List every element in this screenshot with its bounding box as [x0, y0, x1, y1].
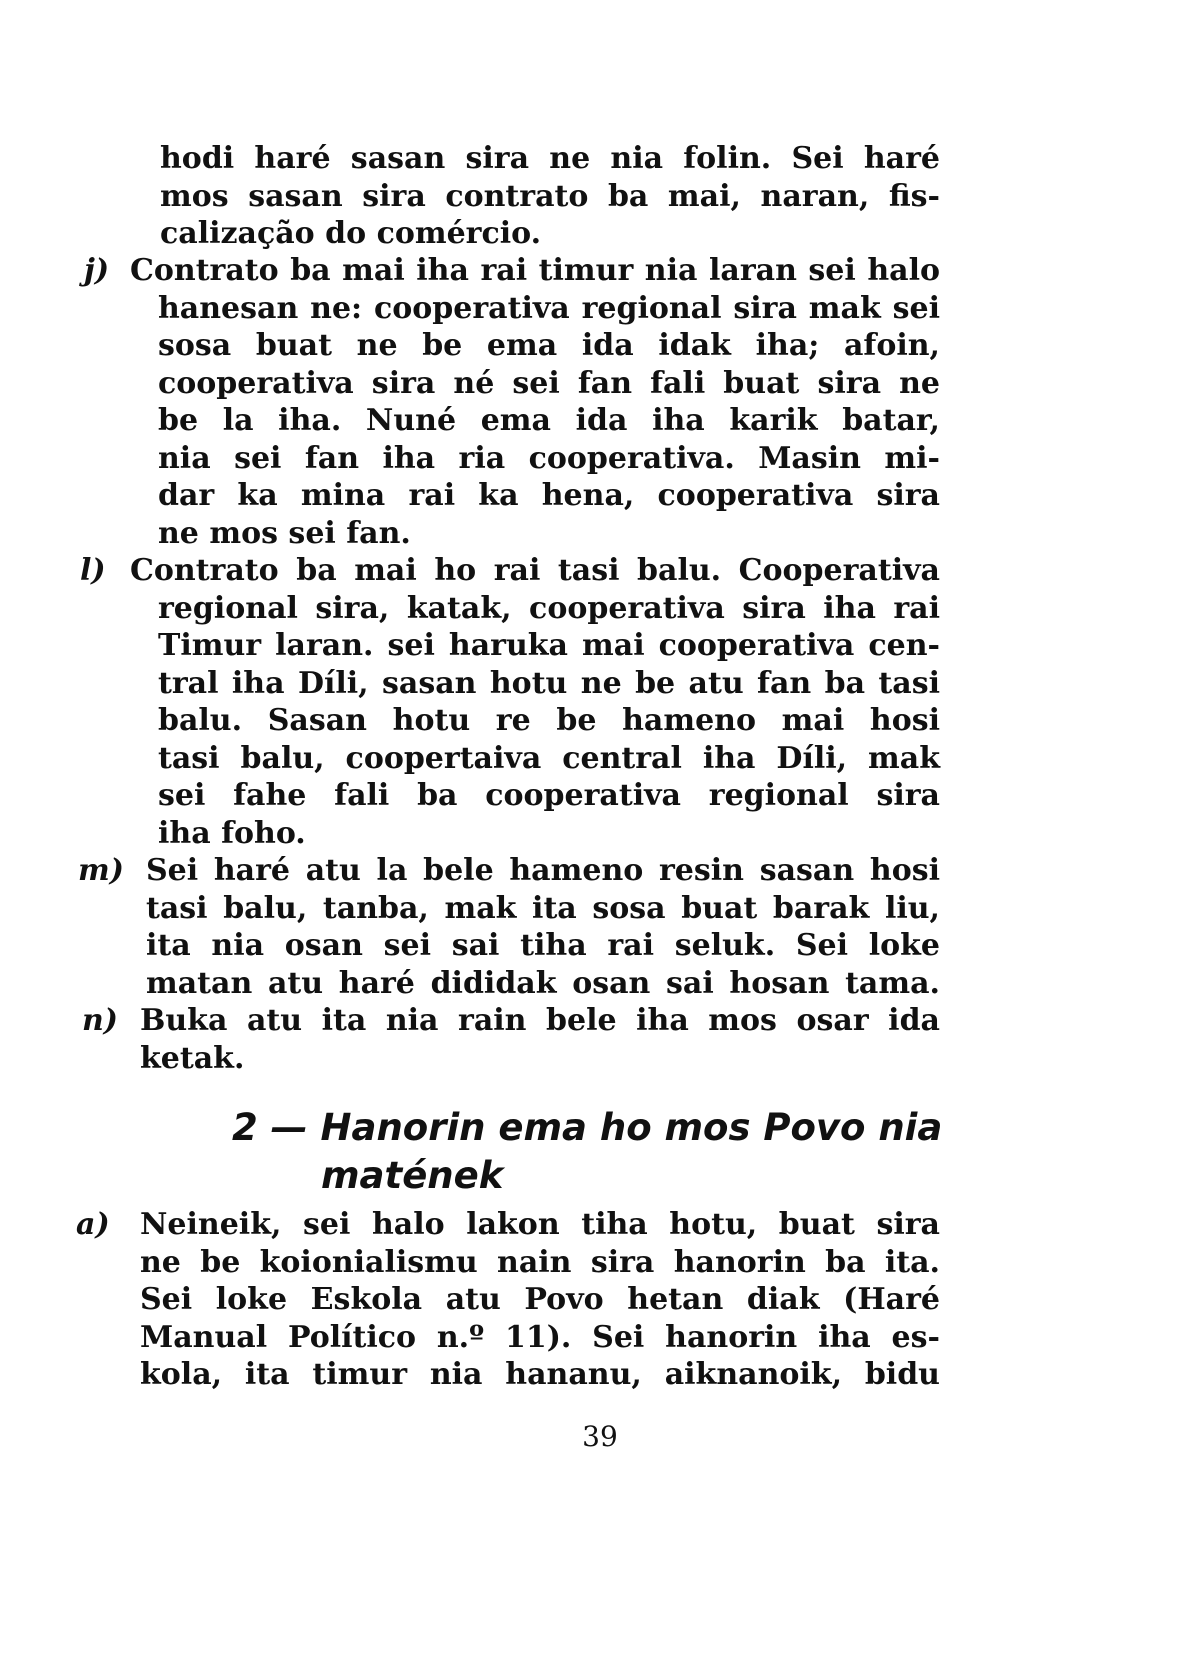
item-l-paragraph — [130, 552, 940, 852]
text-line: ne be koionialismu nain sira hanorin ba ita. — [140, 1244, 940, 1280]
item-marker-m: m) — [78, 853, 124, 888]
text-line: tasi balu, tanba, mak ita sosa buat barak liu, — [146, 890, 940, 926]
text-line: balu. Sasan hotu re be hameno mai hosi — [158, 703, 940, 738]
page-number: 39 — [582, 1420, 618, 1453]
text-line: matan atu haré dididak osan sai hosan tama. — [146, 965, 940, 1001]
text-line: Contrato ba mai iha rai timur nia laran sei halo — [130, 253, 940, 288]
text-line: iha foho. — [158, 815, 306, 851]
text-line: Buka atu ita nia rain bele iha mos osar ida — [140, 1003, 940, 1038]
text-line: Manual Político n.º 11). Sei hanorin iha es- — [140, 1319, 940, 1355]
text-line: kola, ita timur nia hananu, aiknanoik, bidu — [140, 1357, 940, 1392]
section-heading — [232, 1104, 952, 1200]
text-line: ita nia osan sei sai tiha rai seluk. Sei loke — [146, 928, 940, 963]
item-marker-a: a) — [76, 1207, 110, 1242]
text-line: hodi haré sasan sira ne nia folin. Sei haré — [160, 141, 940, 176]
text-line: ketak. — [140, 1040, 245, 1076]
text-line: Contrato ba mai ho rai tasi balu. Cooperativa — [130, 553, 940, 588]
text-line: cooperativa sira né sei fan fali buat sira ne — [158, 365, 940, 401]
text-line: Timur laran. sei haruka mai cooperativa cen- — [158, 628, 940, 663]
text-line: tral iha Díli, sasan hotu ne be atu fan ba tasi — [158, 665, 940, 701]
item-m-paragraph — [146, 852, 940, 1002]
intro-paragraph — [160, 140, 940, 253]
text-line: sei fahe fali ba cooperativa regional sira — [158, 778, 940, 813]
text-line: ne mos sei fan. — [158, 515, 411, 551]
item-n-paragraph — [140, 1002, 940, 1077]
item-marker-j: j) — [84, 253, 110, 288]
text-line: hanesan ne: cooperativa regional sira mak sei — [158, 290, 940, 326]
text-line: regional sira, katak, cooperativa sira iha rai — [158, 590, 940, 626]
text-line: Neineik, sei halo lakon tiha hotu, buat sira — [140, 1207, 940, 1242]
item-marker-n: n) — [82, 1003, 119, 1038]
text-line: calização do comércio. — [160, 216, 542, 251]
item-a-paragraph — [140, 1206, 940, 1394]
text-line: be la iha. Nuné ema ida iha karik batar, — [158, 403, 940, 438]
text-line: nia sei fan iha ria cooperativa. Masin mi- — [158, 440, 940, 476]
text-line: Sei loke Eskola atu Povo hetan diak (Haré — [140, 1282, 940, 1317]
text-line: mos sasan sira contrato ba mai, naran, fis- — [160, 178, 940, 214]
item-marker-l: l) — [80, 553, 106, 588]
text-line: Sei haré atu la bele hameno resin sasan hosi — [146, 853, 940, 888]
section-heading-line: 2 — Hanorin ema ho mos Povo nia — [232, 1106, 943, 1149]
text-line: dar ka mina rai ka hena, cooperativa sira — [158, 478, 940, 513]
item-j-paragraph — [130, 252, 940, 552]
section-heading-line: matének — [321, 1154, 504, 1197]
text-line: sosa buat ne be ema ida idak iha; afoin, — [158, 328, 940, 363]
text-line: tasi balu, coopertaiva central iha Díli, mak — [158, 740, 940, 776]
